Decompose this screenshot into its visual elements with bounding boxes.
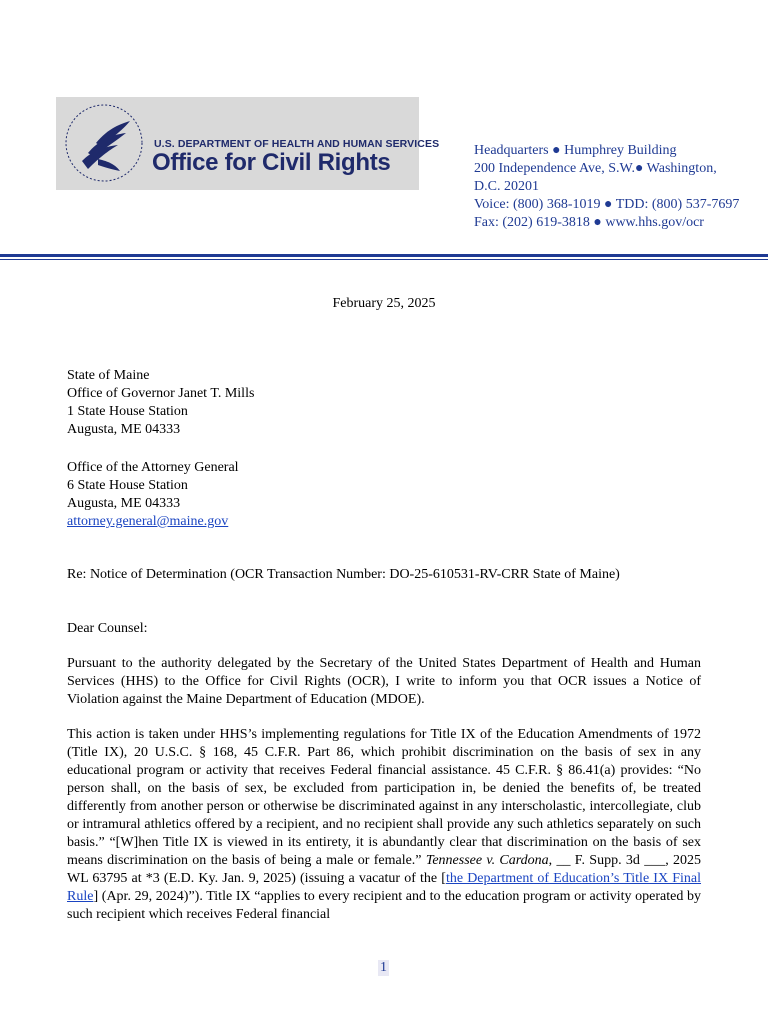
- header-divider-thin: [0, 259, 768, 260]
- title-ix-final-rule-link[interactable]: the Department of Education’s Title IX Final Rule: [67, 871, 702, 904]
- ocr-logo: [56, 97, 440, 190]
- paragraph-text: , __ F. Supp. 3d ___, 2025 WL 63795 at *3 (E.D. Ky. Jan. 9, 2025) (issuing a vacatur of the [: [67, 853, 702, 886]
- paragraph-text: This action is taken under HHS’s implementing regulations for Title IX of the Education Amendments of 1972 (Title IX), 20 U.S.C. § 168, 45 C.F.R. Part 86, which prohibit discrimination on the basis of sex in any educational program or activity that receives Federal financial assistance. 45 C.F.R. § 86.41(a) provides: “No person shall, on the basis of sex, be excluded from participation in, be denied the benefits of, be treated differently from another person or otherwise be discriminated against in any interscholastic, intercollegiate, club or intramural athletics offered by a recipient, and no recipient shall provide any such athletics separately on such basis.” “[W]hen Title IX is viewed in its entirety, it is abundantly clear that discrimination on the basis of sex means discrimination on the basis of being a male or female.”: [67, 727, 701, 868]
- paragraph-text: ] (Apr. 29, 2024)”). Title IX “applies to every recipient and to the education program or activity operated by such recipient which receives Federal financial: [67, 889, 701, 922]
- case-citation: Tennessee v. Cardona: [425, 853, 549, 868]
- recipient-line: Augusta, ME 04333: [67, 422, 181, 437]
- page-number: 1: [380, 960, 387, 975]
- attorney-general-email-link[interactable]: attorney.general@maine.gov: [67, 514, 229, 529]
- re-line: Re: Notice of Determination (OCR Transaction Number: DO-25-610531-RV-CRR State of Maine): [67, 567, 620, 582]
- recipient-attorney-general: [67, 459, 239, 531]
- recipient-line: State of Maine: [67, 368, 150, 383]
- recipient-line: Augusta, ME 04333: [67, 496, 181, 511]
- salutation: Dear Counsel:: [67, 621, 148, 636]
- paragraph-title-ix: [67, 726, 701, 924]
- logo-department-text: U.S. DEPARTMENT OF HEALTH AND HUMAN SERVICES: [154, 138, 440, 150]
- hhs-seal-icon: [58, 99, 150, 187]
- recipient-line: Office of the Attorney General: [67, 460, 239, 475]
- address-line: Voice: (800) 368-1019 ● TDD: (800) 537-7697: [474, 197, 740, 212]
- letter-date: February 25, 2025: [332, 296, 436, 311]
- recipient-line: Office of Governor Janet T. Mills: [67, 386, 255, 401]
- paragraph-notice: Pursuant to the authority delegated by the Secretary of the United States Department of Health and Human Services (HHS) to the Office for Civil Rights (OCR), I write to inform you that OCR issues a Notice of Violation against the Maine Department of Education (MDOE).: [67, 656, 701, 707]
- recipient-line: 6 State House Station: [67, 478, 188, 493]
- address-line: 200 Independence Ave, S.W.● Washington,: [474, 161, 717, 176]
- header-divider: [0, 254, 768, 257]
- recipient-line: 1 State House Station: [67, 404, 188, 419]
- recipient-governor: [67, 367, 254, 439]
- address-line: Fax: (202) 619-3818 ● www.hhs.gov/ocr: [474, 215, 704, 230]
- address-line: D.C. 20201: [474, 179, 539, 194]
- address-line: Headquarters ● Humphrey Building: [474, 143, 677, 158]
- logo-office-text: Office for Civil Rights: [152, 149, 391, 176]
- hq-address: [474, 142, 739, 232]
